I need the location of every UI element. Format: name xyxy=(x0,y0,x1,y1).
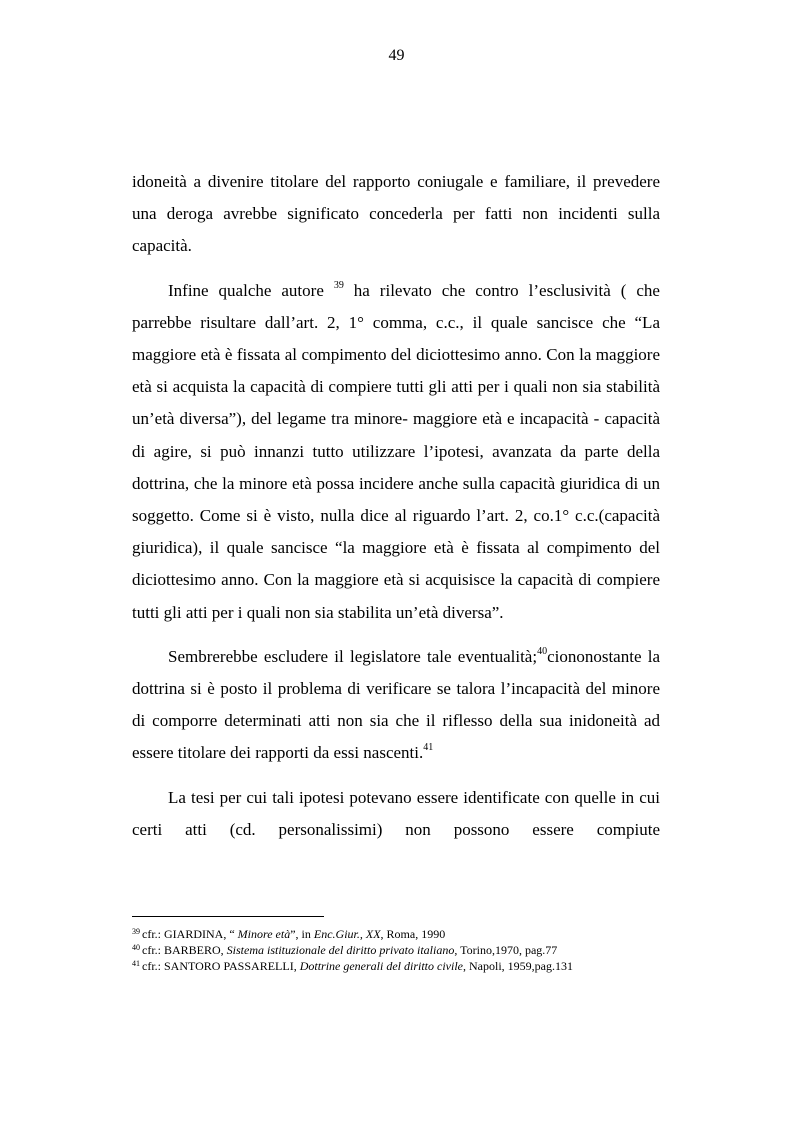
footnote-reference[interactable]: 39 xyxy=(333,279,344,291)
paragraph xyxy=(132,166,660,263)
footnote xyxy=(132,926,672,942)
paragraph-text: Infine qualche autore xyxy=(168,280,334,300)
footnote-separator xyxy=(132,916,324,917)
paragraph xyxy=(132,782,660,846)
paragraph-text: ciononostante la dottrina si è posto il problema di verificare se talora l’incapacità del minore di comporre determinati atti non sia che il riflesso della sua inidoneità ad essere titolare dei rapporti da essi nascenti. xyxy=(132,646,660,763)
footnotes xyxy=(132,926,672,974)
paragraph xyxy=(132,275,660,629)
paragraph-text: La tesi per cui tali ipotesi potevano essere identificate con quelle in cui certi atti (cd. personalissimi) non possono essere compiute xyxy=(132,787,660,839)
footnote-reference[interactable]: 40 xyxy=(537,645,548,657)
footnote-text: ”, in xyxy=(290,927,314,941)
paragraph-text: ha rilevato che contro l’esclusività ( che parrebbe risultare dall’art. 2, 1° comma, c.c., il quale sancisce che “La maggiore età è fissata al compimento del diciottesimo anno. Con la maggiore età si acquista la capacità di compiere tutti gli atti per i quali non sia stabilità un’età diversa”), del legame tra minore- maggiore età e incapacità - capacità di agire, si può innanzi tutto utilizzare l’ipotesi, avanzata da parte della dottrina, che la minore età possa incidere anche sulla capacità giuridica di un soggetto. Come si è visto, nulla dice al riguardo l’art. 2, co.1° c.c.(capacità giuridica), il quale sancisce “la maggiore età è fissata al compimento del diciottesimo anno. Con la maggiore età si acquisisce la capacità di compiere tutti gli atti per i quali non sia stabilita un’età diversa”. xyxy=(132,280,660,622)
footnote-title: Sistema istituzionale del diritto privato italiano xyxy=(226,943,455,957)
footnote-text: , Napoli, 1959,pag.131 xyxy=(463,959,573,973)
footnote-text: cfr.: BARBERO, xyxy=(142,943,227,957)
footnote-title: Minore età xyxy=(234,927,291,941)
footnote-reference[interactable]: 41 xyxy=(423,742,434,754)
paragraph xyxy=(132,641,660,770)
paragraph-text: Sembrerebbe escludere il legislatore tale eventualità; xyxy=(168,646,538,666)
footnote-number: 39 xyxy=(132,927,140,936)
body-text xyxy=(132,166,660,858)
page-number: 49 xyxy=(388,47,405,64)
footnote-title: Enc.Giur., XX xyxy=(313,927,381,941)
footnote-text: , Torino,1970, pag.77 xyxy=(454,943,558,957)
footnote-text: cfr.: SANTORO PASSARELLI, xyxy=(142,959,300,973)
footnote-number: 41 xyxy=(132,959,140,968)
paragraph-text: idoneità a divenire titolare del rapporto coniugale e familiare, il prevedere una deroga avrebbe significato concederla per fatti non incidenti sulla capacità. xyxy=(132,172,660,256)
footnote-number: 40 xyxy=(132,943,140,952)
footnote-title: Dottrine generali del diritto civile xyxy=(299,959,463,973)
footnote xyxy=(132,958,672,974)
footnote-text: , Roma, 1990 xyxy=(380,927,446,941)
footnote-text: cfr.: GIARDINA, “ xyxy=(142,927,235,941)
footnote xyxy=(132,942,672,958)
